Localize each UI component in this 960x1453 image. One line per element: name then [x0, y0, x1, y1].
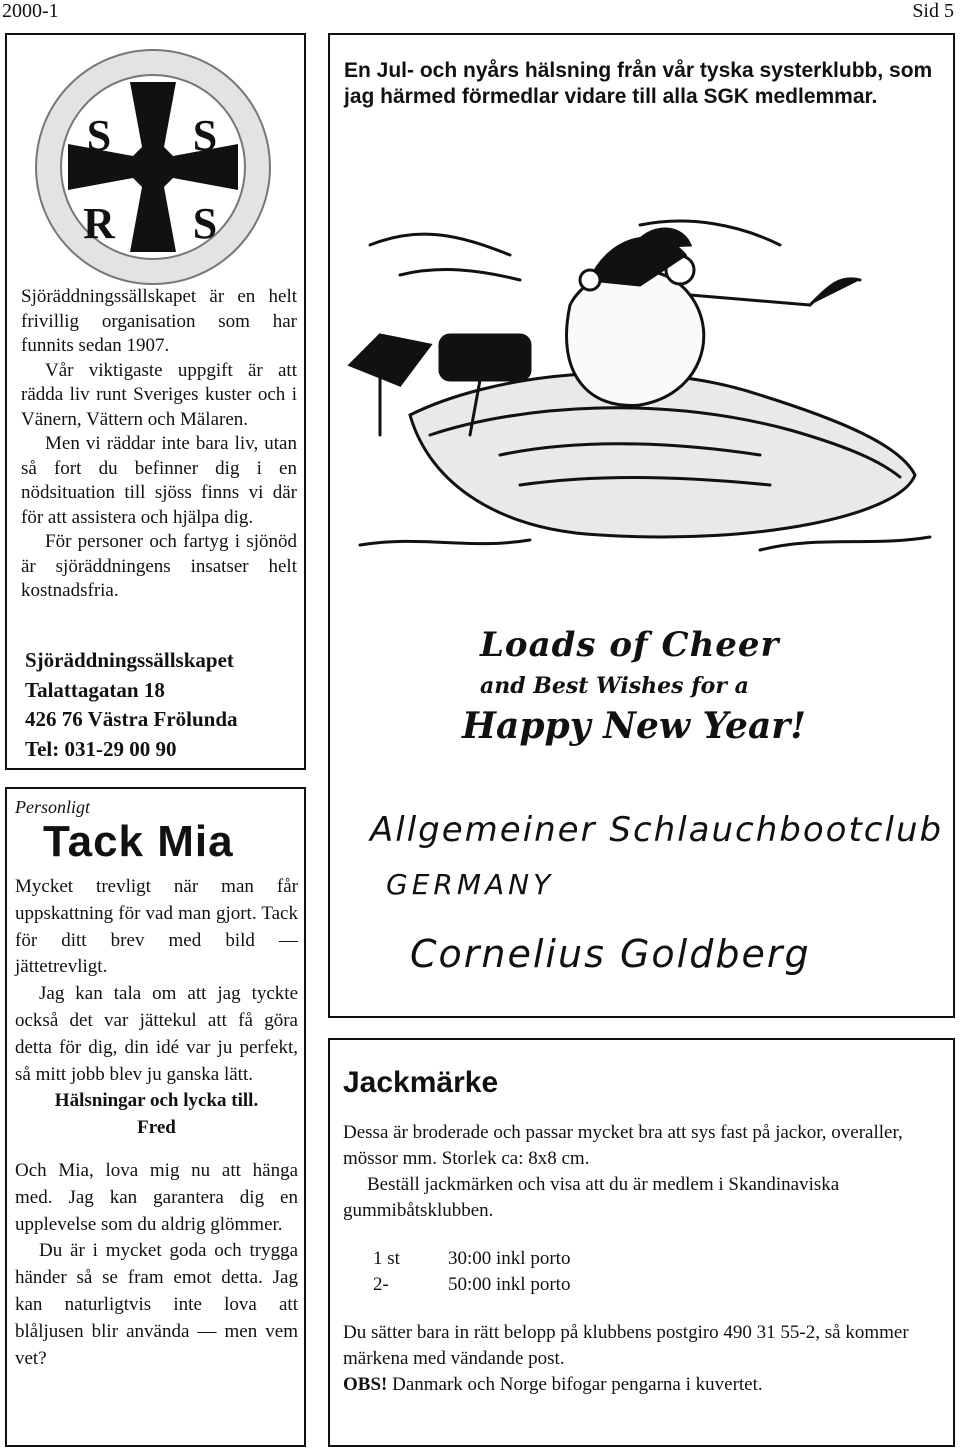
sign-club: Allgemeiner Schlauchbootclub	[370, 810, 944, 850]
price-row	[343, 1246, 943, 1272]
sign-name: Cornelius Goldberg	[410, 932, 811, 976]
santa-boat-illustration	[340, 185, 940, 565]
logo-letter-tr: S	[192, 111, 218, 160]
personligt-signature: Fred	[137, 1117, 176, 1139]
jackmarke-paragraph: Du sätter bara in rätt belopp på klubbens postgiro 490 31 55-2, så kommer märkena med vändande post.	[343, 1322, 909, 1369]
personligt-closing: Hälsningar och lycka till.	[54, 1090, 259, 1112]
jackmarke-box	[328, 1038, 955, 1447]
ssrs-paragraph: Men vi räddar inte bara liv, utan så fort du befinner dig i en nödsituation till sjöss finns vi där för att assistera och hjälpa dig.	[21, 433, 297, 528]
price-value: 50:00 inkl porto	[448, 1274, 571, 1295]
jackmarke-body	[343, 1120, 943, 1398]
greeting-box	[328, 33, 955, 1018]
jackmarke-title: Jackmärke	[343, 1066, 499, 1099]
personligt-box	[5, 787, 306, 1447]
obs-label: OBS!	[343, 1374, 388, 1395]
ssrs-box	[5, 33, 306, 770]
jackmarke-paragraph: Beställ jackmärken och visa att du är medlem i Skandinaviska gummibåtsklubben.	[343, 1174, 840, 1221]
personligt-kicker: Personligt	[15, 797, 90, 817]
personligt-paragraph: Mycket trevligt när man får uppskattning för vad man gjort. Tack för ditt brev med bild — jättetrevligt.	[15, 876, 298, 978]
page-number: Sid 5	[912, 0, 954, 22]
card-line-3: Happy New Year!	[462, 705, 807, 747]
personligt-paragraph: Och Mia, lova mig nu att hänga med. Jag kan garantera dig en upplevelse som du aldrig glömmer.	[15, 1159, 298, 1235]
address-name: Sjöräddningssällskapet	[25, 648, 234, 672]
jackmarke-paragraph: Dessa är broderade och passar mycket bra att sys fast på jackor, overaller, mössor mm. Storlek ca: 8x8 cm.	[343, 1122, 903, 1169]
address-street: Talattagatan 18	[25, 677, 165, 702]
greeting-intro: En Jul- och nyårs hälsning från vår tyska systerklubb, som jag härmed förmedlar vidare till alla SGK medlemmar.	[344, 59, 933, 108]
price-value: 30:00 inkl porto	[448, 1248, 571, 1269]
price-qty: 1 st	[373, 1248, 400, 1269]
card-line-1: Loads of Cheer	[480, 625, 780, 665]
personligt-paragraph: Jag kan tala om att jag tyckte också det var jättekul att få göra detta för dig, din idé var ju perfekt, så mitt jobb blev ju ganska lätt.	[15, 983, 298, 1085]
price-list	[343, 1246, 943, 1298]
ssrs-logo	[33, 47, 273, 287]
personligt-body	[15, 874, 298, 1372]
price-row	[343, 1272, 943, 1298]
ssrs-body	[21, 285, 297, 604]
price-qty: 2-	[373, 1274, 389, 1295]
logo-letter-tl: S	[86, 111, 112, 160]
ssrs-address	[25, 646, 238, 764]
address-phone: Tel: 031-29 00 90	[25, 736, 177, 761]
personligt-title: Tack Mia	[43, 817, 234, 866]
ssrs-paragraph: För personer och fartyg i sjönöd är sjöräddningens insatser helt kostnadsfria.	[21, 531, 297, 601]
personligt-paragraph: Du är i mycket goda och trygga händer så se fram emot detta. Jag kan naturligtvis inte lova att blåljusen blir använda — men vem vet?	[15, 1240, 298, 1369]
ssrs-paragraph: Vår viktigaste uppgift är att rädda liv runt Sveriges kuster och i Vänern, Vättern och Mälaren.	[21, 359, 297, 430]
obs-text: Danmark och Norge bifogar pengarna i kuvertet.	[387, 1374, 763, 1395]
address-city: 426 76 Västra Frölunda	[25, 707, 238, 731]
ssrs-paragraph: Sjöräddningssällskapet är en helt frivillig organisation som har funnits sedan 1907.	[21, 286, 297, 356]
issue-number: 2000-1	[2, 0, 59, 22]
logo-letter-bl: R	[83, 199, 115, 248]
sign-country: GERMANY	[386, 868, 555, 901]
jackmarke-obs	[343, 1372, 943, 1398]
card-line-2: and Best Wishes for a	[480, 673, 749, 699]
logo-letter-br: S	[192, 199, 218, 248]
